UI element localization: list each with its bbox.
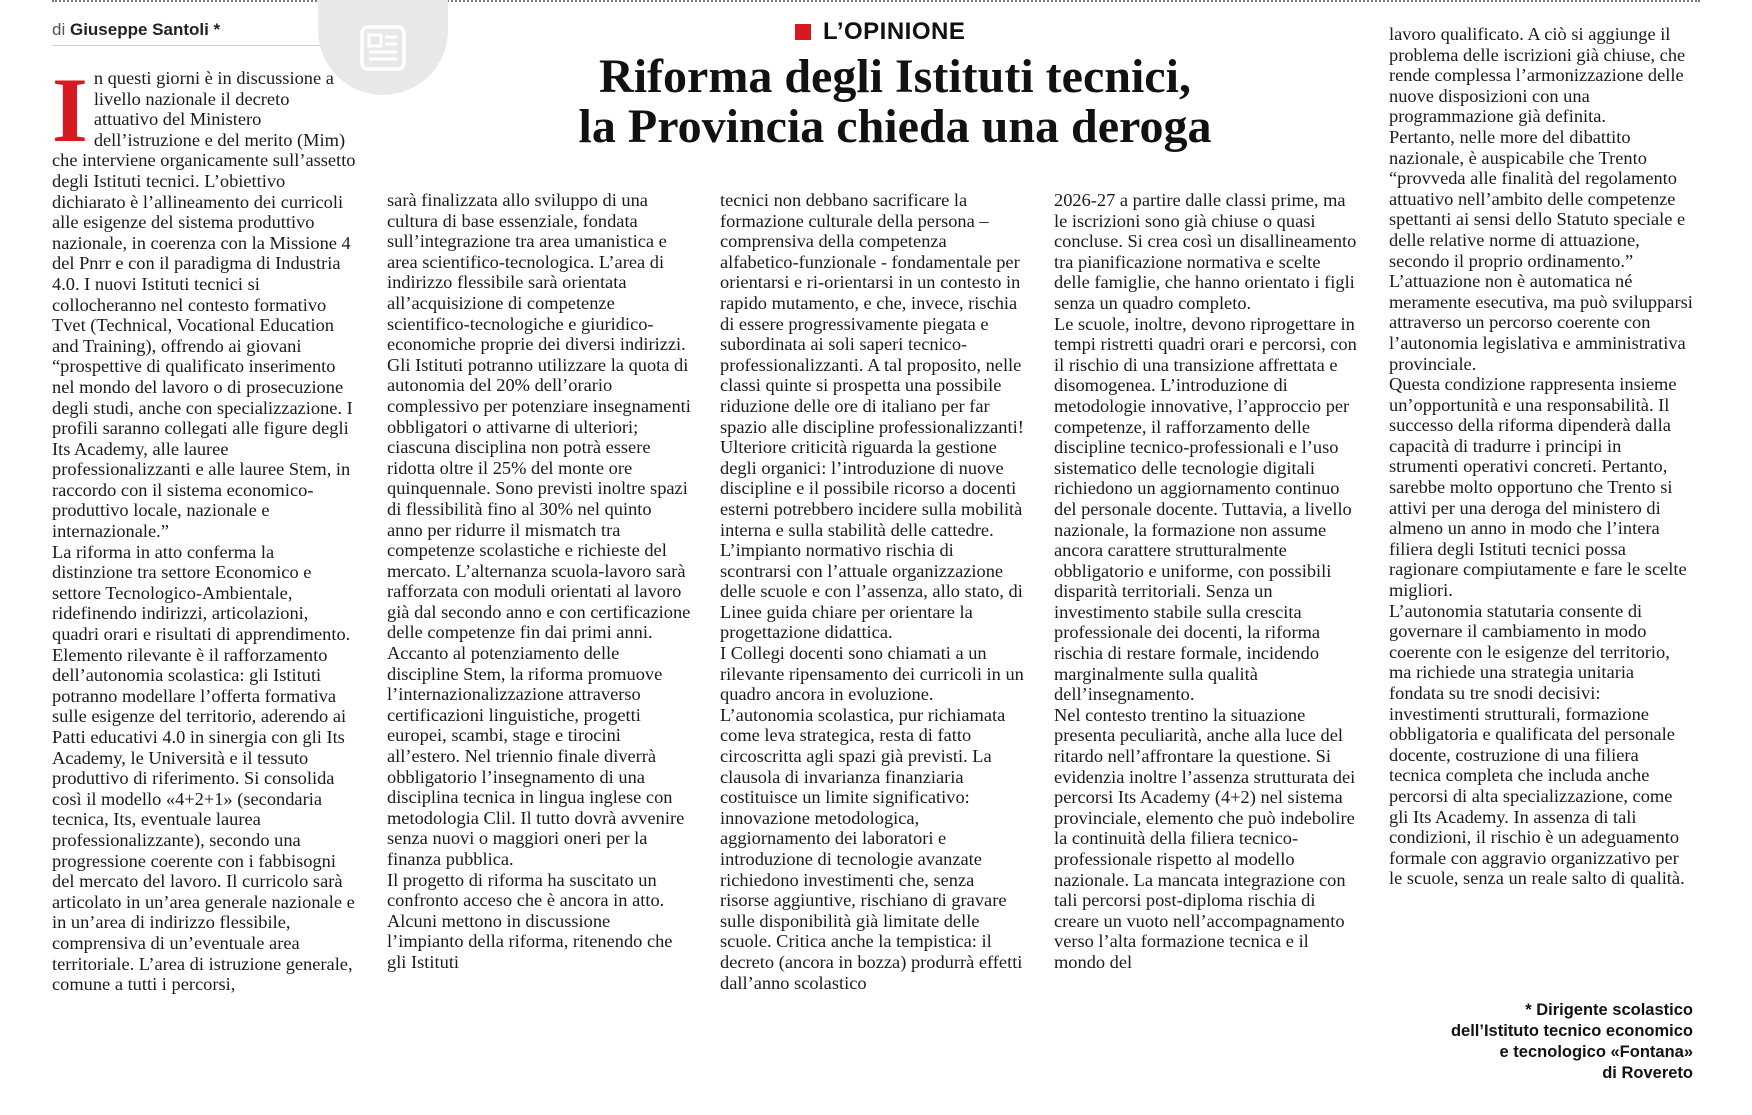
article-column-1 bbox=[52, 68, 356, 1098]
article-column-5 bbox=[1389, 24, 1693, 999]
signature-line: * Dirigente scolastico bbox=[1525, 1001, 1693, 1019]
section-kicker bbox=[795, 18, 965, 46]
paragraph: L’attuazione non è automatica né meramente esecutiva, ma può svilupparsi attraverso un percorso coerente con l’autonomia legislativa e amministrativa provinciale. bbox=[1389, 271, 1693, 374]
signature-line: e tecnologico «Fontana» bbox=[1499, 1043, 1693, 1061]
kicker-label: L’OPINIONE bbox=[823, 18, 966, 45]
paragraph: La riforma in atto conferma la distinzione tra settore Economico e settore Tecnologico-Ambientale, ridefinendo indirizzi, articolazioni, quadri orari e risultati di apprendimento. Elemento rilevante è il rafforzamento dell’autonomia scolastica: gli Istituti potranno modellare l’offerta formativa sulle esigenze del territorio, aderendo ai Patti educativi 4.0 in sinergia con gli Its Academy, le Università e il tessuto produttivo di riferimento. Si consolida così il modello «4+2+1» (secondaria tecnica, Its, eventuale laurea professionalizzante), secondo una progressione coerente con i fabbisogni del mercato del lavoro. Il curricolo sarà articolato in un’area generale nazionale e in un’area di indirizzo flessibile, comprensiva di un’eventuale area territoriale. L’area di istruzione generale, comune a tutti i percorsi, bbox=[52, 541, 355, 995]
author-signature bbox=[1389, 1000, 1693, 1084]
paragraph: I Collegi docenti sono chiamati a un rilevante ripensamento dei curricoli in un quadro ancora in evoluzione. L’autonomia scolastica, pur richiamata come leva strategica, resta di fatto circoscritta agli spazi già previsti. La clausola di invarianza finanziaria costituisce un limite significativo: innovazione metodologica, aggiornamento dei laboratori e introduzione di tecnologie avanzate richiedono investimenti che, senza risorse aggiuntive, rischiano di gravare sulle disponibilità già limitate delle scuole. Critica anche la tempistica: il decreto (ancora in bozza) produrrà effetti dall’anno scolastico bbox=[720, 643, 1024, 993]
headline-line-2: la Provincia chieda una deroga bbox=[578, 100, 1212, 153]
paragraph: sarà finalizzata allo sviluppo di una cultura di base essenziale, fondata sull’integrazione tra area umanistica e area scientifico-tecnologica. L’area di indirizzo flessibile sarà orientata all’acquisizione di competenze scientifico-tecnologiche e giuridico-economiche proprie dei diversi indirizzi. bbox=[387, 190, 686, 355]
article-column-4 bbox=[1054, 190, 1358, 1095]
headline-line-1: Riforma degli Istituti tecnici, bbox=[599, 50, 1191, 103]
drop-cap: I bbox=[52, 68, 88, 161]
article-column-3 bbox=[720, 190, 1024, 1095]
byline-prefix: di bbox=[52, 20, 66, 39]
paragraph: Nel contesto trentino la situazione presenta peculiarità, anche alla luce del ritardo nell’affrontare la questione. Si evidenzia inoltre l’assenza strutturata dei percorsi Its Academy (4+2) nel sistema provinciale, elemento che può indebolire la continuità della filiera tecnico-professionale rispetto al modello nazionale. La mancata integrazione con tali percorsi post-diploma rischia di creare un vuoto nell’accompagnamento verso l’alta formazione tecnica e il mondo del bbox=[1054, 704, 1356, 972]
paragraph: 2026-27 a partire dalle classi prime, ma le iscrizioni sono già chiuse o quasi concluse. Si crea così un disallineamento tra pianificazione normativa e scelte delle famiglie, che hanno orientato i figli senza un quadro completo. bbox=[1054, 190, 1357, 313]
paragraph: Le scuole, inoltre, devono riprogettare in tempi ristretti quadri orari e percorsi, con il rischio di una transizione affrettata e disomogenea. L’introduzione di metodologie innovative, l’approccio per competenze, il rafforzamento delle discipline tecnico-professionali e l’uso sistematico delle tecnologie digitali richiedono un aggiornamento continuo del personale docente. Tuttavia, a livello nazionale, la formazione non assume ancora carattere strutturalmente obbligatorio e uniforme, con possibili disparità territoriali. Senza un investimento stabile sulla crescita professionale dei docenti, la riforma rischia di restare formale, incidendo marginalmente sulla qualità dell’insegnamento. bbox=[1054, 313, 1357, 705]
paragraph: Gli Istituti potranno utilizzare la quota di autonomia del 20% dell’orario complessivo per potenziare insegnamenti obbligatori o attivarne di ulteriori; ciascuna disciplina non potrà essere ridotta oltre il 25% del monte ore quinquennale. Sono previsti inoltre spazi di flessibilità fino al 30% nel quinto anno per ridurre il mismatch tra competenze scolastiche e richieste del mercato. L’alternanza scuola-lavoro sarà rafforzata con moduli orientati al lavoro già dal secondo anno e con certificazione delle competenze fin dai primi anni. Accanto al potenziamento delle discipline Stem, la riforma promuove l’internazionalizzazione attraverso certificazioni linguistiche, progetti europei, scambi, stage e tirocini all’estero. Nel triennio finale diverrà obbligatorio l’insegnamento di una disciplina tecnica in lingua inglese con metodologia Clil. Il tutto dovrà avvenire senza nuovi o maggiori oneri per la finanza pubblica. bbox=[387, 354, 691, 869]
byline bbox=[52, 20, 359, 46]
paragraph: Il progetto di riforma ha suscitato un confronto acceso che è ancora in atto. Alcuni mettono in discussione l’impianto della riforma, ritenendo che gli Istituti bbox=[387, 869, 673, 972]
paragraph: L’autonomia statutaria consente di governare il cambiamento in modo coerente con le esigenze del territorio, ma richiede una strategia unitaria fondata su tre snodi decisivi: investimenti strutturali, formazione obbligatoria e qualificata del personale docente, costruzione di una filiera tecnica completa che includa anche percorsi di alta specializzazione, come gli Its Academy. In assenza di tali condizioni, il rischio è un adeguamento formale con aggravio organizzativo per le scuole, senza un reale salto di qualità. bbox=[1389, 600, 1685, 889]
signature-line: di Rovereto bbox=[1602, 1064, 1693, 1082]
headline bbox=[380, 52, 1410, 152]
paragraph: Questa condizione rappresenta insieme un’opportunità e una responsabilità. Il successo della riforma dipenderà dalla capacità di tradurre i principi in strumenti operativi concreti. Pertanto, sarebbe molto opportuno che Trento si attivi per una deroga del ministero di almeno un anno in modo che l’intera filiera degli Istituti tecnici possa ragionare compiutamente e fare le scelte migliori. bbox=[1389, 374, 1687, 601]
kicker-square-icon bbox=[795, 24, 811, 40]
signature-line: dell’Istituto tecnico economico bbox=[1450, 1022, 1693, 1040]
top-dotted-rule bbox=[52, 0, 1700, 2]
byline-author: Giuseppe Santoli * bbox=[69, 20, 221, 39]
paragraph: lavoro qualificato. A ciò si aggiunge il problema delle iscrizioni già chiuse, che rende complessa l’armonizzazione delle nuove disposizioni con una programmazione già definita. bbox=[1389, 24, 1686, 127]
paragraph: tecnici non debbano sacrificare la formazione culturale della persona – comprensiva della competenza alfabetico-funzionale - fondamentale per orientarsi e ri-orientarsi in un contesto in rapido mutamento, e che, invece, rischia di essere progressivamente piegata e subordinata ai soli saperi tecnico-professionalizzanti. A tal proposito, nelle classi quinte si prospetta una possibile riduzione delle ore di italiano per far spazio alle discipline professionalizzanti! Ulteriore criticità riguarda la gestione degli organici: l’introduzione di nuove discipline e il possibile ricorso a docenti esterni potrebbero incidere sulla mobilità interna e sulla stabilità delle cattedre. L’impianto normativo rischia di scontrarsi con l’attuale organizzazione delle scuole e con l’assenza, allo stato, di Linee guida chiare per orientare la progettazione didattica. bbox=[720, 190, 1024, 643]
paragraph: n questi giorni è in discussione a livello nazionale il decreto attuativo del Ministero dell’istruzione e del merito (Mim) che interviene organicamente sull’assetto degli Istituti tecnici. L’obiettivo dichiarato è l’allineamento dei curricoli alle esigenze del sistema produttivo nazionale, in coerenza con la Missione 4 del Pnrr e con il paradigma di Industria 4.0. I nuovi Istituti tecnici si collocheranno nel contesto formativo Tvet (Technical, Vocational Education and Training), offrendo ai giovani “prospettive di qualificato inserimento nel mondo del lavoro o di prosecuzione degli studi, anche con specializzazione. I profili saranno collegati alle figure degli Its Academy, alle lauree professionalizzanti e alle lauree Stem, in raccordo con il sistema economico-produttivo locale, nazionale e internazionale.” bbox=[52, 68, 356, 542]
article-column-2 bbox=[387, 190, 691, 1095]
paragraph: Pertanto, nelle more del dibattito nazionale, è auspicabile che Trento “provveda alle finalità del regolamento attuativo nell’ambito delle competenze spettanti ai sensi dello Statuto speciale e delle relative norme di attuazione, secondo il proprio ordinamento.” bbox=[1389, 126, 1686, 271]
